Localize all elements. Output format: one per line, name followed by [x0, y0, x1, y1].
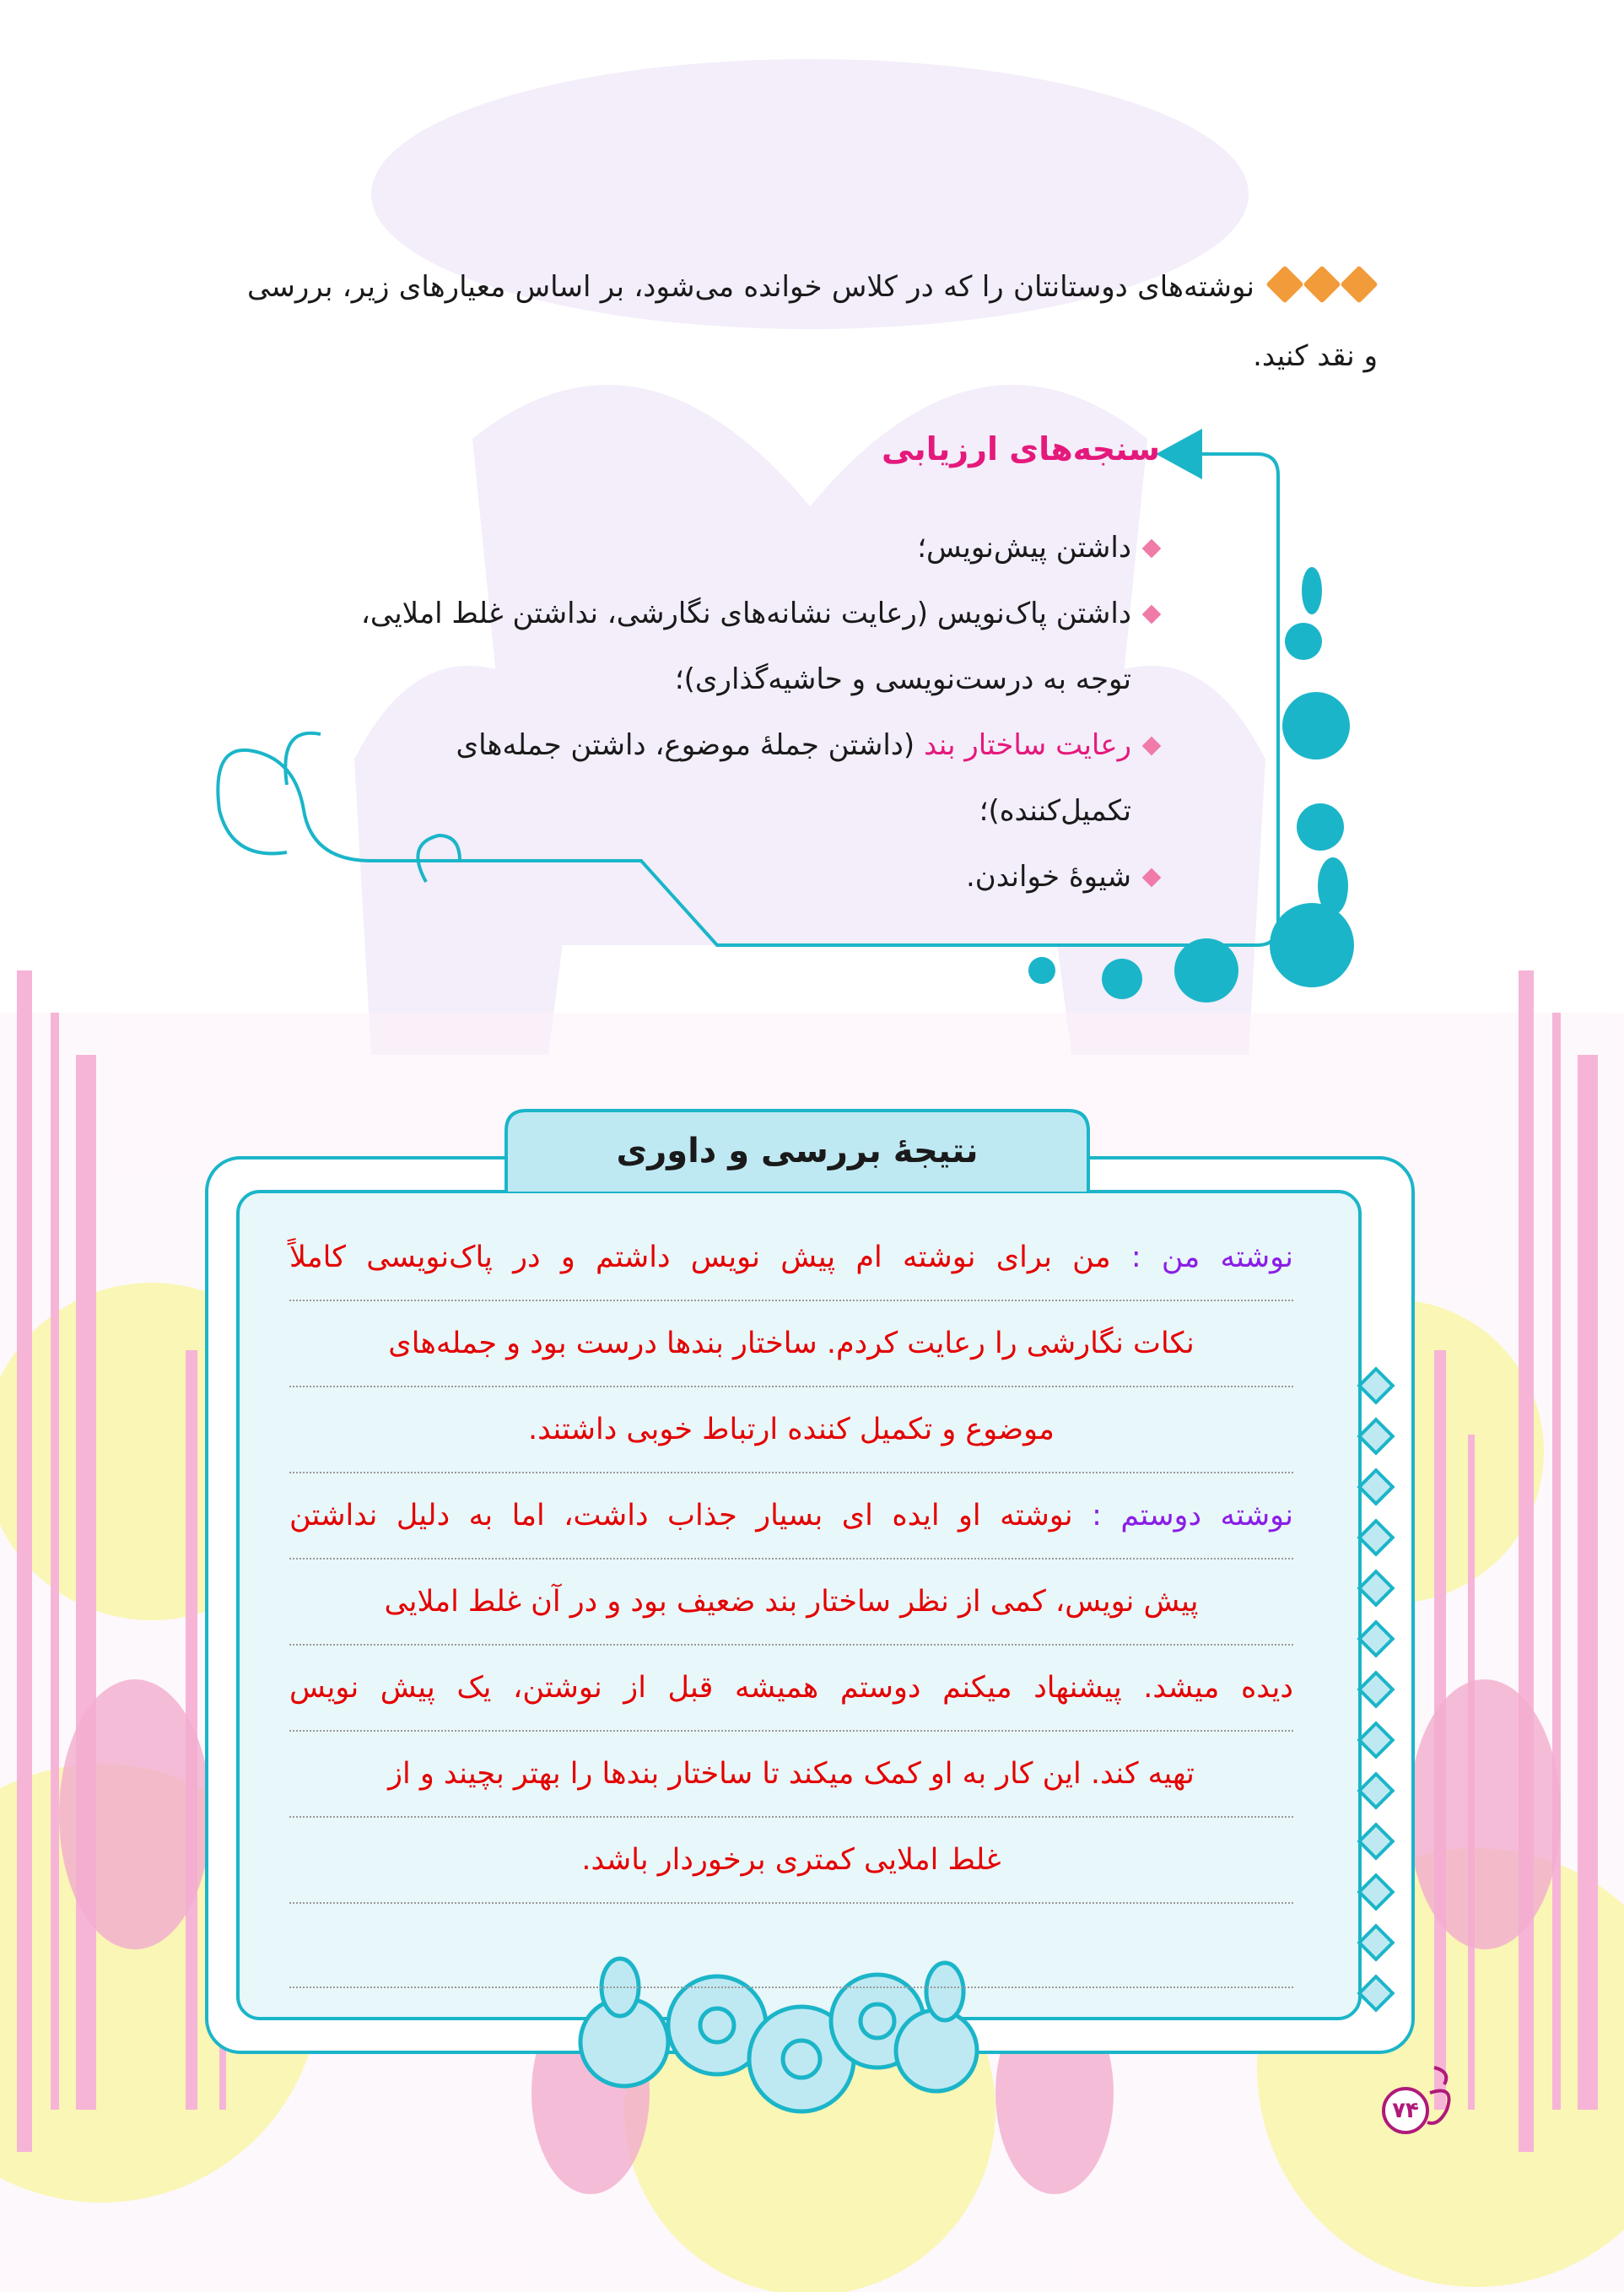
- answer-line[interactable]: نوشته دوستم : نوشته او ایده ای بسیار جذاب داشت، اما به دلیل نداشتن: [289, 1473, 1293, 1560]
- my-writing-label: نوشته من :: [1130, 1241, 1293, 1274]
- criteria-arrow-icon: [1156, 429, 1202, 479]
- criteria-item: رعایت ساختار بند (داشتن جملهٔ موضوع، داشتن جمله‌های تکمیل‌کننده)؛: [318, 712, 1162, 844]
- intro-text: نوشته‌های دوستانتان را که در کلاس خوانده می‌شود، بر اساس معیارهای زیر، بررسی و نقد کنید.: [247, 270, 1378, 373]
- answer-line[interactable]: موضوع و تکمیل کننده ارتباط خوبی داشتند.: [289, 1387, 1293, 1473]
- criteria-item: شیوهٔ خواندن.: [318, 844, 1162, 910]
- answer-line[interactable]: تهیه کند. این کار به او کمک میکند تا ساختار بندها را بهتر بچیند و از: [289, 1732, 1293, 1818]
- page-number: ۷۴: [1392, 2098, 1419, 2123]
- answer-line[interactable]: پیش نویس، کمی از نظر ساختار بند ضعیف بود و در آن غلط املایی: [289, 1560, 1293, 1646]
- friend-writing-label: نوشته دوستم :: [1092, 1499, 1293, 1533]
- orange-diamonds-icon: [1266, 255, 1378, 322]
- intro-paragraph: [247, 253, 1378, 390]
- answer-line[interactable]: غلط املایی کمتری برخوردار باشد.: [289, 1818, 1293, 1904]
- criteria-item: داشتن پیش‌نویس؛: [318, 515, 1162, 581]
- criteria-title: سنجه‌های ارزیابی: [881, 430, 1160, 468]
- criteria-list: [318, 515, 1162, 910]
- empty-answer-line[interactable]: [289, 1904, 1293, 1988]
- criteria-item: داشتن پاک‌نویس (رعایت نشانه‌های نگارشی، نداشتن غلط املایی، توجه به درست‌نویسی و حاشیه‌گذاری)؛: [318, 581, 1162, 712]
- answer-line[interactable]: نوشته من : من برای نوشته ام پیش نویس داشتم و در پاک‌نویسی کاملاً: [289, 1215, 1293, 1301]
- answer-line[interactable]: نکات نگارشی را رعایت کردم. ساختار بندها درست بود و جمله‌های: [289, 1301, 1293, 1387]
- result-body: [289, 1215, 1293, 1988]
- answer-line[interactable]: دیده میشد. پیشنهاد میکنم دوستم همیشه قبل از نوشتن، یک پیش نویس: [289, 1646, 1293, 1732]
- result-tab-title: نتیجهٔ بررسی و داوری: [616, 1132, 979, 1170]
